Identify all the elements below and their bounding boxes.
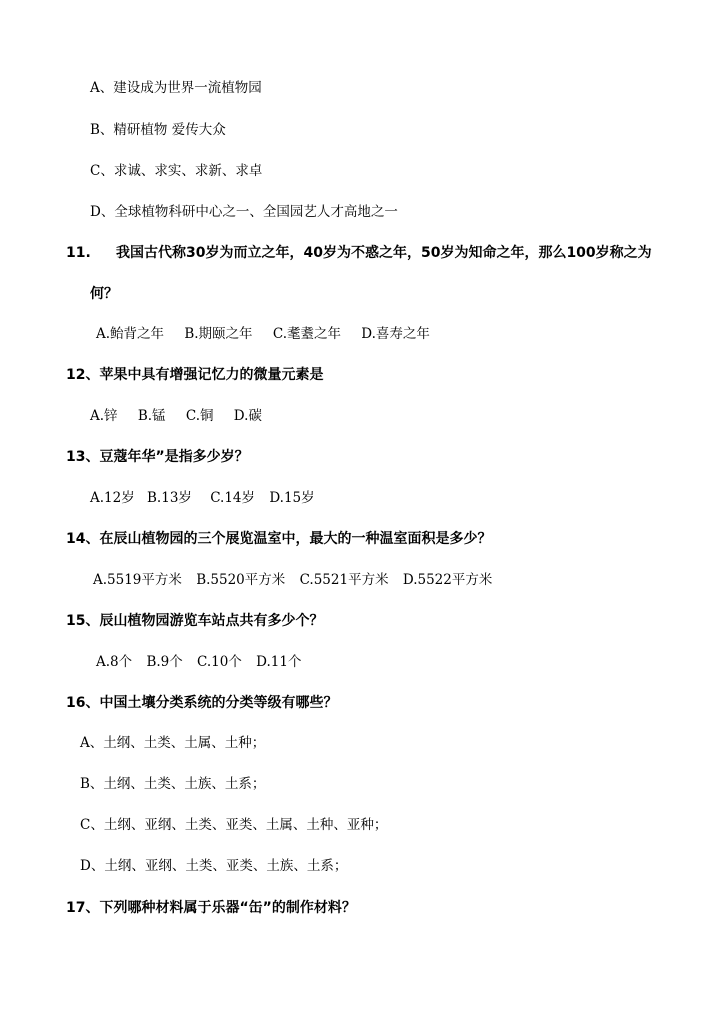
q12-choice-a: A.锌 xyxy=(90,408,118,424)
q10-option-b: B、精研植物 爱传大众 xyxy=(90,122,226,138)
q14-question: 14、在辰山植物园的三个展览温室中，最大的一种温室面积是多少？ xyxy=(66,531,492,547)
q15-question: 15、辰山植物园游览车站点共有多少个？ xyxy=(66,613,324,629)
q11-choice-c: C.耄耋之年 xyxy=(272,326,341,342)
q13-choice-d: D.15岁 xyxy=(269,490,315,506)
q14-choices xyxy=(93,570,492,590)
q11-question xyxy=(66,243,652,263)
q12-choices xyxy=(90,406,262,426)
q11-choices xyxy=(96,324,430,344)
q11-text-line1: 我国古代称30岁为而立之年，40岁为不惑之年，50岁为知命之年，那么100岁称之为 xyxy=(116,245,652,261)
q13-choice-a: A.12岁 xyxy=(90,490,135,506)
q15-choice-c: C.10个 xyxy=(197,654,242,670)
q16-option-c: C、土纲、亚纲、土类、亚类、土属、土种、亚种； xyxy=(80,817,388,833)
q10-option-d: D、全球植物科研中心之一、全国园艺人才高地之一 xyxy=(90,204,398,220)
q15-choices xyxy=(96,652,301,672)
q15-choice-a: A.8个 xyxy=(96,654,133,670)
q11-number: 11. xyxy=(66,245,91,261)
q12-choice-c: C.铜 xyxy=(185,408,214,424)
q14-choice-b: B.5520平方米 xyxy=(196,572,286,588)
q16-option-b: B、土纲、土类、土族、土系； xyxy=(80,776,266,792)
q13-question: 13、豆蔻年华”是指多少岁？ xyxy=(66,449,249,465)
q11-choice-d: D.喜寿之年 xyxy=(361,326,430,342)
q12-choice-d: D.碳 xyxy=(233,408,262,424)
q14-choice-d: D.5522平方米 xyxy=(402,572,493,588)
q15-choice-b: B.9个 xyxy=(146,654,183,670)
q13-choices xyxy=(90,488,315,508)
q10-option-c: C、求诚、求实、求新、求卓 xyxy=(90,163,263,179)
q11-text-line2: 何？ xyxy=(90,286,118,302)
q12-question: 12、苹果中具有增强记忆力的微量元素是 xyxy=(66,367,324,383)
q14-choice-c: C.5521平方米 xyxy=(299,572,389,588)
q11-choice-a: A.鲐背之年 xyxy=(96,326,165,342)
q13-choice-b: B.13岁 xyxy=(147,490,192,506)
q12-choice-b: B.锰 xyxy=(137,408,166,424)
q17-question: 17、下列哪种材料属于乐器“缶”的制作材料？ xyxy=(66,900,356,916)
q11-choice-b: B.期颐之年 xyxy=(184,326,253,342)
q16-question: 16、中国土壤分类系统的分类等级有哪些？ xyxy=(66,695,338,711)
q14-choice-a: A.5519平方米 xyxy=(93,572,182,588)
q15-choice-d: D.11个 xyxy=(256,654,302,670)
q13-choice-c: C.14岁 xyxy=(210,490,256,506)
q16-option-d: D、土纲、亚纲、土类、亚类、土族、土系； xyxy=(80,858,348,874)
q16-option-a: A、土纲、土类、土属、土种； xyxy=(80,735,266,751)
q10-option-a: A、建设成为世界一流植物园 xyxy=(90,80,262,96)
